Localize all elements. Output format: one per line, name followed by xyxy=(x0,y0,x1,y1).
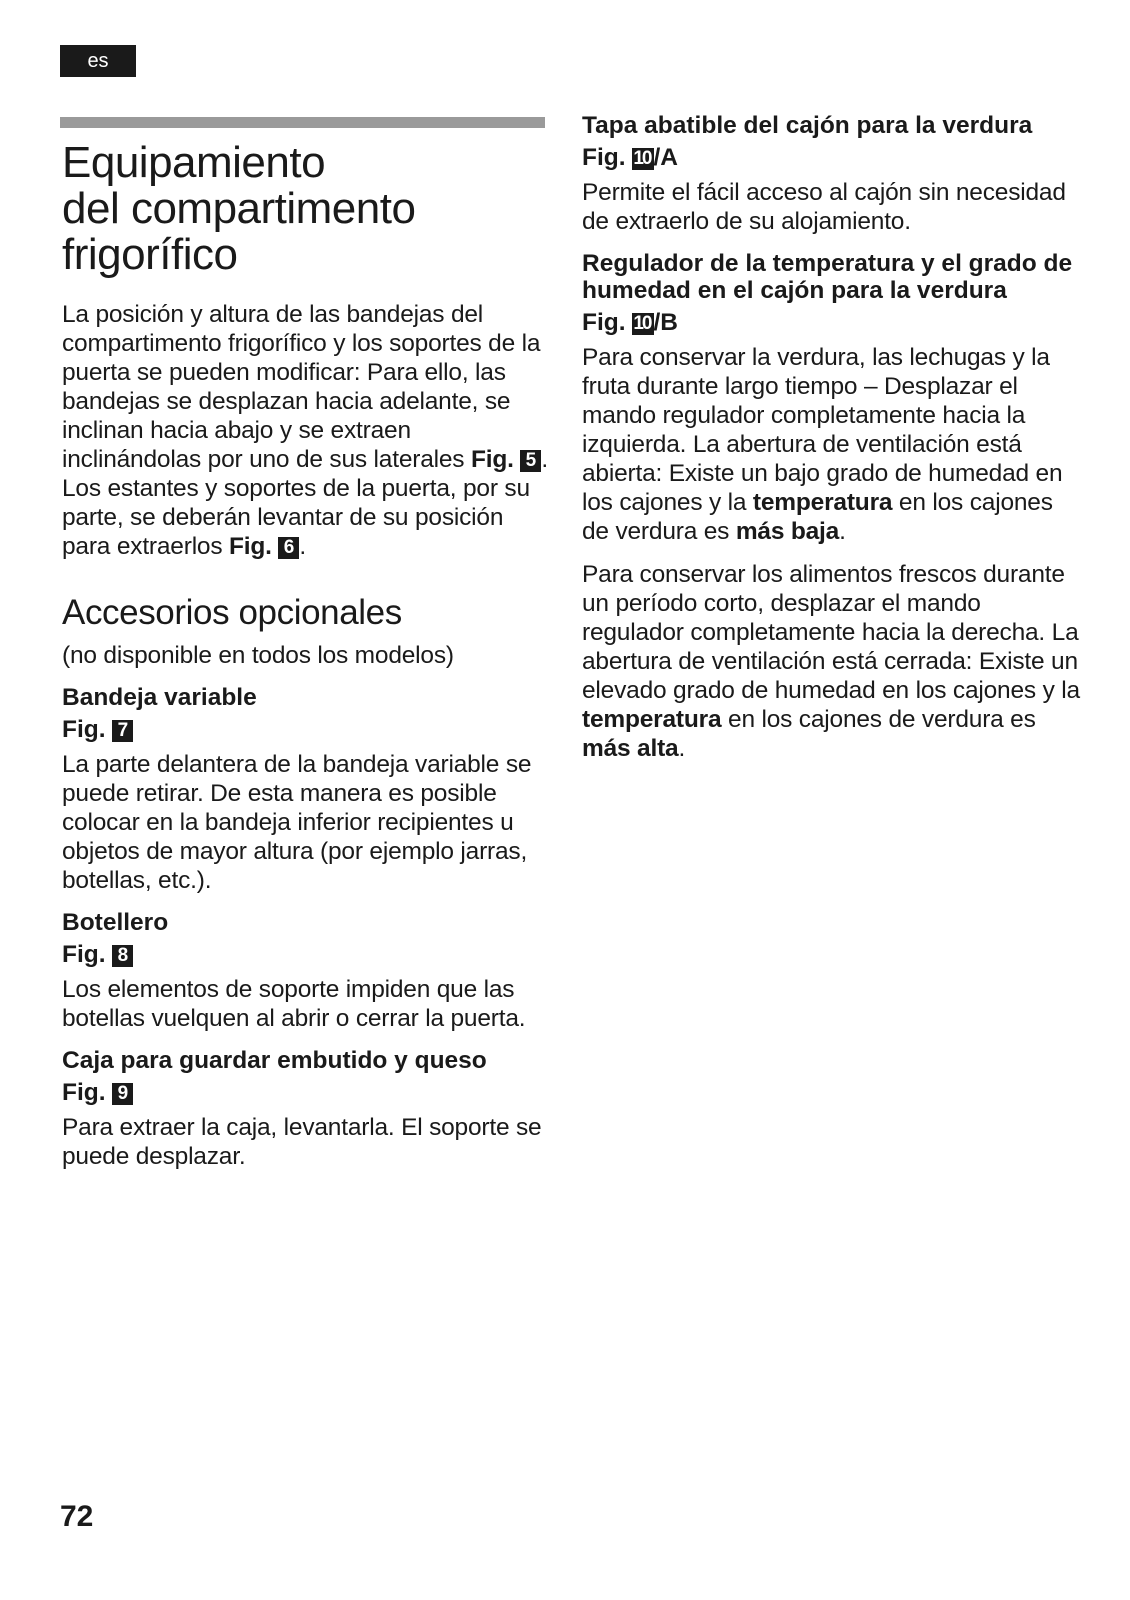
page-number: 72 xyxy=(60,1500,94,1533)
paragraph-text: . xyxy=(839,518,846,545)
intro-text: . xyxy=(299,533,306,560)
fig-reference xyxy=(62,941,552,969)
paragraph-text: en los cajones de verdura es xyxy=(582,489,1053,545)
fig-label: Fig. xyxy=(62,941,106,968)
paragraph-text: en los cajones de verdura es xyxy=(721,706,1036,733)
fig-reference xyxy=(62,716,552,744)
title-line: Equipamiento xyxy=(62,138,326,187)
accessory-text: Para extraer la caja, levantarla. El soporte se puede desplazar. xyxy=(62,1114,542,1170)
language-badge: es xyxy=(60,45,136,77)
right-column xyxy=(582,112,1082,763)
regulator-heading: Regulador de la temperatura y el grado de humedad en el cajón para la verdura xyxy=(582,250,1073,304)
intro-text: . Los estantes y soportes de la puerta, por su parte, se deberán levantar de su posición para extraerlos xyxy=(62,446,548,560)
fig-label: Fig. xyxy=(582,144,626,171)
fig-number-badge: 5 xyxy=(520,450,541,472)
accessory-heading: Caja para guardar embutido y queso xyxy=(62,1047,487,1074)
fig-number-badge: 9 xyxy=(112,1083,133,1105)
flap-section xyxy=(582,112,1082,236)
fig-label: Fig. xyxy=(229,533,272,560)
fig-suffix: /A xyxy=(653,144,678,171)
fig-number-badge: 8 xyxy=(112,945,133,967)
section-title: Accesorios opcionales xyxy=(62,593,402,632)
accessory-item xyxy=(62,684,552,895)
accessory-text: La parte delantera de la bandeja variable se puede retirar. De esta manera es posible colocar en la bandeja inferior recipientes u objetos de mayor altura (por ejemplo jarras, botellas, etc.). xyxy=(62,751,532,894)
flap-text: Permite el fácil acceso al cajón sin necesidad de extraerlo de su alojamiento. xyxy=(582,179,1066,235)
left-column xyxy=(62,140,552,1171)
paragraph-text: Para conservar los alimentos frescos durante un período corto, desplazar el mando regulador completamente hacia la derecha. La abertura de ventilación está cerrada: Existe un elevado grado de humedad en los cajones y la xyxy=(582,561,1080,704)
accessory-heading: Bandeja variable xyxy=(62,684,257,711)
regulator-paragraph xyxy=(582,343,1082,546)
paragraph-text: . xyxy=(678,735,686,762)
fig-number-badge: 7 xyxy=(112,720,133,742)
title-line: del compartimento xyxy=(62,184,416,233)
regulator-paragraph xyxy=(582,560,1082,763)
page-title xyxy=(62,140,552,278)
title-line: frigorífico xyxy=(62,230,238,279)
fig-label: Fig. xyxy=(62,1079,106,1106)
fig-reference xyxy=(582,309,1082,337)
fig-label: Fig. xyxy=(582,309,626,336)
intro-text: La posición y altura de las bandejas del compartimento frigorífico y los soportes de la puerta se pueden modificar: Para ello, las bandejas se desplazan hacia adelante, se inclinan hacia abajo y se extraen inclinándolas por uno de sus laterales xyxy=(62,301,541,473)
header-rule xyxy=(60,117,545,128)
flap-heading: Tapa abatible del cajón para la verdura xyxy=(582,112,1033,139)
paragraph-text: Para conservar la verdura, las lechugas y la fruta durante largo tiempo – Desplazar el mando regulador completamente hacia la izquierda. La abertura de ventilación está abierta: Existe un bajo grado de humedad en los cajones y la xyxy=(582,344,1063,516)
accessory-item xyxy=(62,909,552,1033)
accessory-heading: Botellero xyxy=(62,909,169,936)
accessory-item xyxy=(62,1047,552,1171)
fig-number-badge: 10 xyxy=(632,313,653,335)
emphasis-text: temperatura xyxy=(582,706,722,733)
fig-suffix: /B xyxy=(653,309,678,336)
fig-reference xyxy=(62,1079,552,1107)
fig-number-badge: 6 xyxy=(278,537,299,559)
fig-label: Fig. xyxy=(470,446,514,473)
accessory-text: Los elementos de soporte impiden que las botellas vuelquen al abrir o cerrar la puerta. xyxy=(62,976,526,1032)
fig-label: Fig. xyxy=(62,716,106,743)
regulator-section xyxy=(582,250,1082,763)
emphasis-text: más alta xyxy=(582,735,679,762)
fig-reference xyxy=(582,144,1082,172)
emphasis-text: más baja xyxy=(735,518,840,545)
availability-note: (no disponible en todos los modelos) xyxy=(62,642,454,669)
fig-number-badge: 10 xyxy=(632,148,653,170)
intro-paragraph xyxy=(62,300,552,561)
emphasis-text: temperatura xyxy=(752,489,893,516)
